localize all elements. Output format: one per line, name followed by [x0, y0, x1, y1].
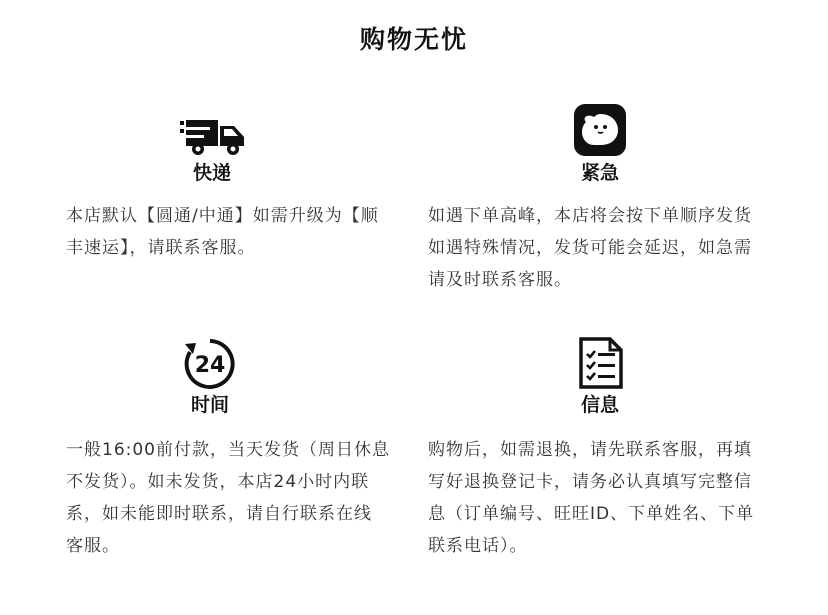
card-label: 紧急 — [580, 162, 619, 184]
truck-icon — [180, 118, 248, 162]
card-description: 一般16:00前付款，当天发货（周日休息 不发货）。如未发货，本店24小时内联 系，如未能即时联系，请自行联系在线 客服。 — [66, 440, 390, 556]
clock-24-icon — [182, 336, 238, 396]
clock-24-text: 24 — [194, 353, 226, 378]
card-label: 信息 — [580, 394, 619, 416]
speech-bubble-icon — [574, 104, 626, 160]
card-label: 快递 — [192, 162, 231, 184]
card-description: 如遇下单高峰，本店将会按下单顺序发货 如遇特殊情况，发货可能会延迟，如急需 请及时联系客服。 — [428, 206, 752, 290]
document-checklist-icon — [578, 336, 624, 394]
card-description: 本店默认【圆通/中通】如需升级为【顺 丰速运】，请联系客服。 — [66, 206, 379, 258]
card-description: 购物后，如需退换，请先联系客服，再填 写好退换登记卡，请务必认真填写完整信 息（订单编号、旺旺ID、下单姓名、下单 联系电话）。 — [428, 440, 755, 556]
page-title: 购物无忧 — [359, 25, 468, 54]
card-label: 时间 — [190, 394, 229, 416]
